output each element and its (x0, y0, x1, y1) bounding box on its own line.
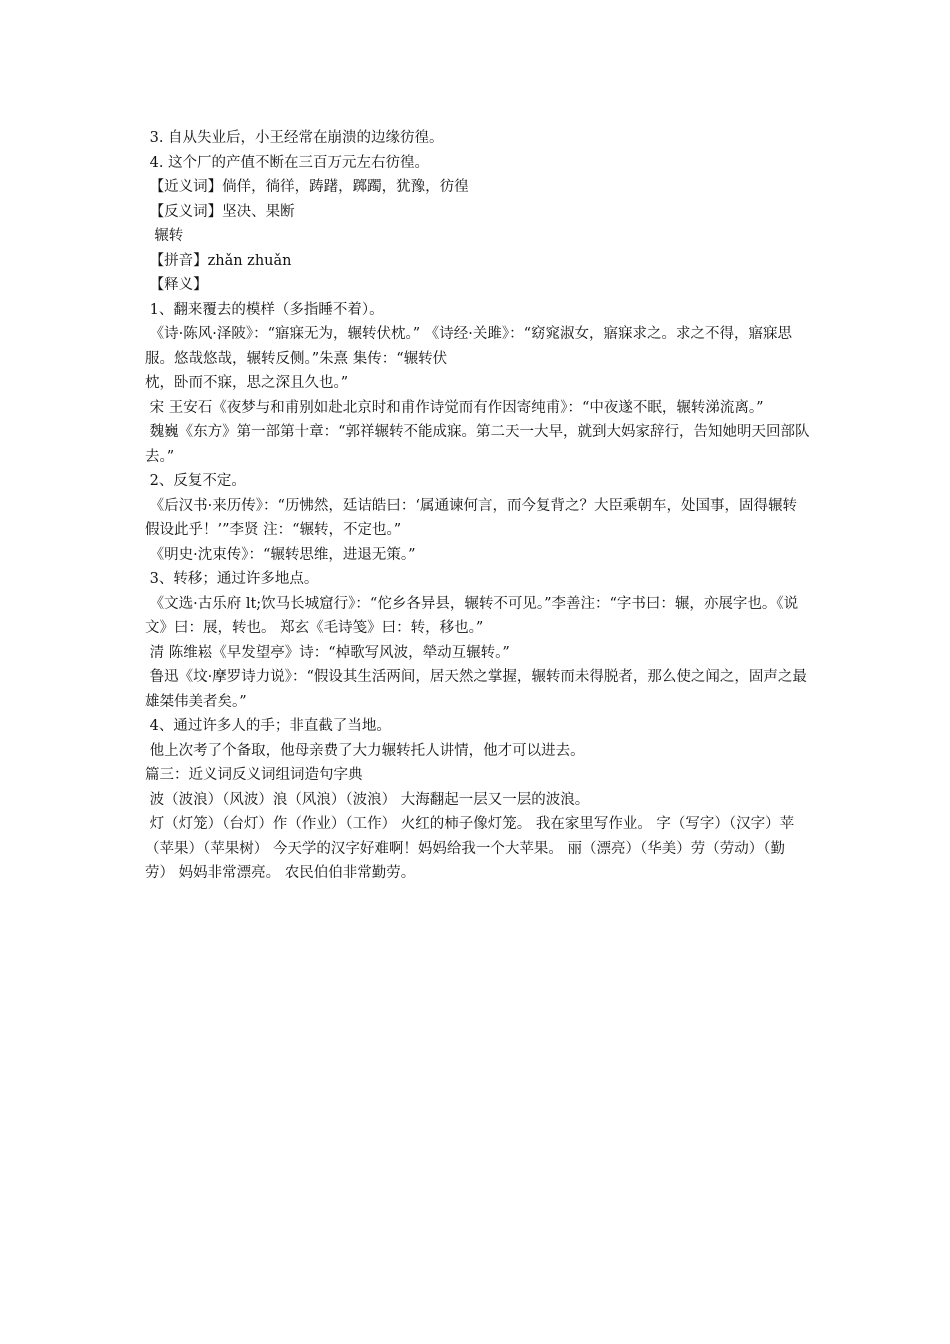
definition-4: 4、通过许多人的手；非直截了当地。 (145, 718, 391, 734)
pinyin-line: 【拼音】zhǎn zhuǎn (145, 252, 292, 269)
text-line-2: 4. 这个厂的产值不断在三百万元左右彷徨。 (145, 154, 430, 171)
quote-paragraph: 清 陈维崧《早发望亭》诗：“棹歌写风波，犖动互辗转。” (145, 644, 510, 661)
text-line-1: 3. 自从失业后，小王经常在崩溃的边缘彷徨。 (145, 130, 444, 146)
quote-paragraph: 鲁迅《坟·摩罗诗力说》：“假设其生活两间，居天然之掌握，辗转而未得脱者，那么使之闻之，固声之最雄桀伟美者矣。” (145, 669, 807, 710)
quote-paragraph: 魏巍《东方》第一部第十章：“郭祥辗转不能成寐。第二天一大早，就到大妈家辞行，告知她明天回部队去。” (145, 424, 810, 465)
quote-paragraph: 宋 王安石《夜梦与和甫别如赴北京时和甫作诗觉而有作因寄纯甫》：“中夜遂不眠，辗转涕流离。” (145, 399, 764, 416)
entry-heading: 辗转 (145, 228, 184, 244)
definition-2: 2、反复不定。 (145, 473, 246, 489)
quote-paragraph: 《诗·陈风·泽陂》：“寤寐无为，辗转伏枕。” 《诗经·关雎》：“窈窕淑女，寤寐求之。求之不得，寤寐思服。悠哉悠哉，辗转反侧。”朱熹 集传：“辗转伏 (145, 326, 793, 367)
text-line-4: 【反义词】坚决、果断 (145, 203, 295, 220)
quote-paragraph: 《后汉书·来历传》：“历怫然，廷诘皓曰：‘属通谏何言，而今复背之？大臣乘朝车，处国事，固得辗转假设此乎！’”李贤 注：“辗转，不定也。” (145, 497, 797, 538)
document-body (145, 126, 810, 886)
definition-1: 1、翻来覆去的模样（多指睡不着）。 (145, 301, 384, 318)
definition-3: 3、转移；通过许多地点。 (145, 571, 319, 587)
word-group-paragraph: 波（波浪）（风波）浪（风浪）（波浪） 大海翻起一层又一层的波浪。 (145, 791, 590, 808)
definition-heading: 【释义】 (145, 277, 208, 293)
quote-paragraph: 《明史·沈束传》：“辗转思维，进退无策。” (145, 546, 416, 563)
section-heading: 篇三：近义词反义词组词造句字典 (145, 767, 363, 783)
text-line-3: 【近义词】倘佯，徜徉，踌躇，踯躅，犹豫，彷徨 (145, 179, 469, 195)
quote-paragraph: 枕，卧而不寐，思之深且久也。” (145, 375, 349, 391)
example-sentence: 他上次考了个备取，他母亲费了大力辗转托人讲情，他才可以进去。 (145, 742, 585, 759)
quote-paragraph: 《文选·古乐府 lt;饮马长城窟行》：“佗乡各异县，辗转不可见。”李善注：“字书曰：辗，亦展字也。《说文》曰：展，转也。 郑玄《毛诗笺》曰：转，移也。” (145, 595, 799, 636)
word-group-paragraph: 灯（灯笼）（台灯）作（作业）（工作） 火红的柿子像灯笼。 我在家里写作业。 字（写字）（汉字）苹（苹果）（苹果树） 今天学的汉字好难啊！妈妈给我一个大苹果。 丽（漂亮）（华美）劳（劳动）（勤劳） 妈妈非常漂亮。 农民伯伯非常勤劳。 (145, 816, 795, 881)
